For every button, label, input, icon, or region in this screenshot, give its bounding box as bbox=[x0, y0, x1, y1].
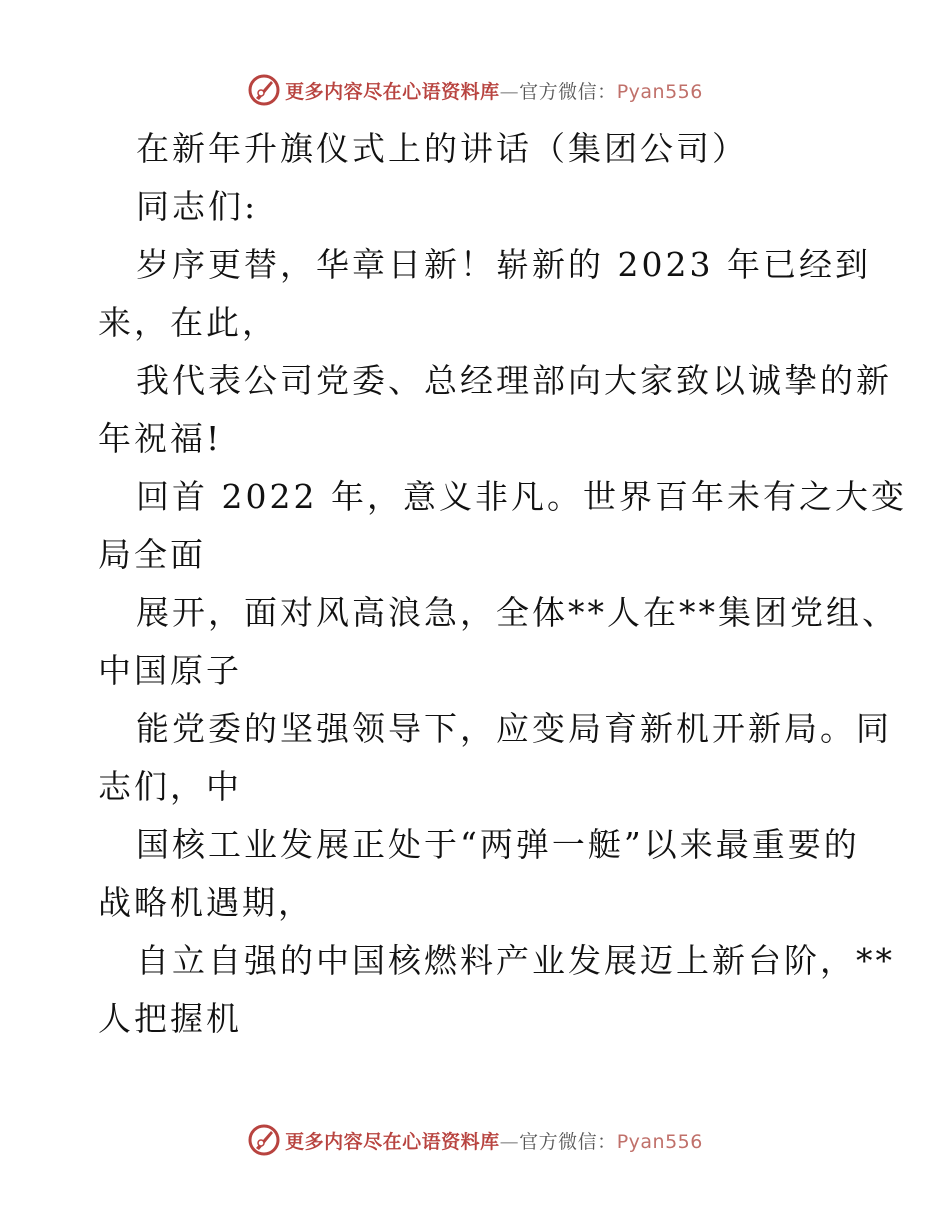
doc-line: 中国原子 bbox=[98, 651, 242, 690]
doc-line: 志们，中 bbox=[98, 767, 242, 806]
watermark-wechat-id: Pyan556 bbox=[616, 80, 703, 103]
watermark-separator: — bbox=[499, 80, 520, 103]
watermark-text bbox=[285, 77, 703, 104]
doc-line: 能党委的坚强领导下，应变局育新机开新局。同 bbox=[136, 709, 892, 748]
watermark-wechat-label: 官方微信： bbox=[519, 80, 617, 103]
doc-line: 战略机遇期， bbox=[98, 883, 314, 922]
doc-line: 年祝福! bbox=[98, 419, 223, 458]
doc-line: 来，在此， bbox=[98, 303, 278, 342]
doc-line: 人把握机 bbox=[98, 999, 242, 1038]
document-body bbox=[98, 120, 907, 1048]
doc-line: 我代表公司党委、总经理部向大家致以诚挚的新 bbox=[136, 361, 892, 400]
watermark-text bbox=[285, 1127, 703, 1154]
doc-line-salutation: 同志们: bbox=[136, 187, 259, 226]
watermark-wechat-id: Pyan556 bbox=[616, 1130, 703, 1153]
footer-watermark bbox=[0, 1120, 950, 1160]
doc-line-title: 在新年升旗仪式上的讲话（集团公司） bbox=[136, 129, 748, 168]
doc-line: 展开，面对风高浪急，全体**人在**集团党组、 bbox=[136, 593, 898, 632]
watermark-site-text: 更多内容尽在心语资料库 bbox=[285, 80, 500, 103]
watermark-wechat-label: 官方微信： bbox=[519, 1130, 617, 1153]
quill-logo-icon bbox=[247, 1123, 281, 1157]
watermark-separator: — bbox=[499, 1130, 520, 1153]
doc-line: 自立自强的中国核燃料产业发展迈上新台阶，** bbox=[136, 941, 895, 980]
doc-line: 岁序更替，华章日新！崭新的 2023 年已经到 bbox=[136, 245, 871, 284]
watermark-site-text: 更多内容尽在心语资料库 bbox=[285, 1130, 500, 1153]
header-watermark bbox=[0, 70, 950, 110]
doc-line: 回首 2022 年，意义非凡。世界百年未有之大变 bbox=[136, 477, 907, 516]
doc-line: 局全面 bbox=[98, 535, 206, 574]
quill-logo-icon bbox=[247, 73, 281, 107]
doc-line: 国核工业发展正处于“两弹一艇”以来最重要的 bbox=[136, 825, 860, 864]
